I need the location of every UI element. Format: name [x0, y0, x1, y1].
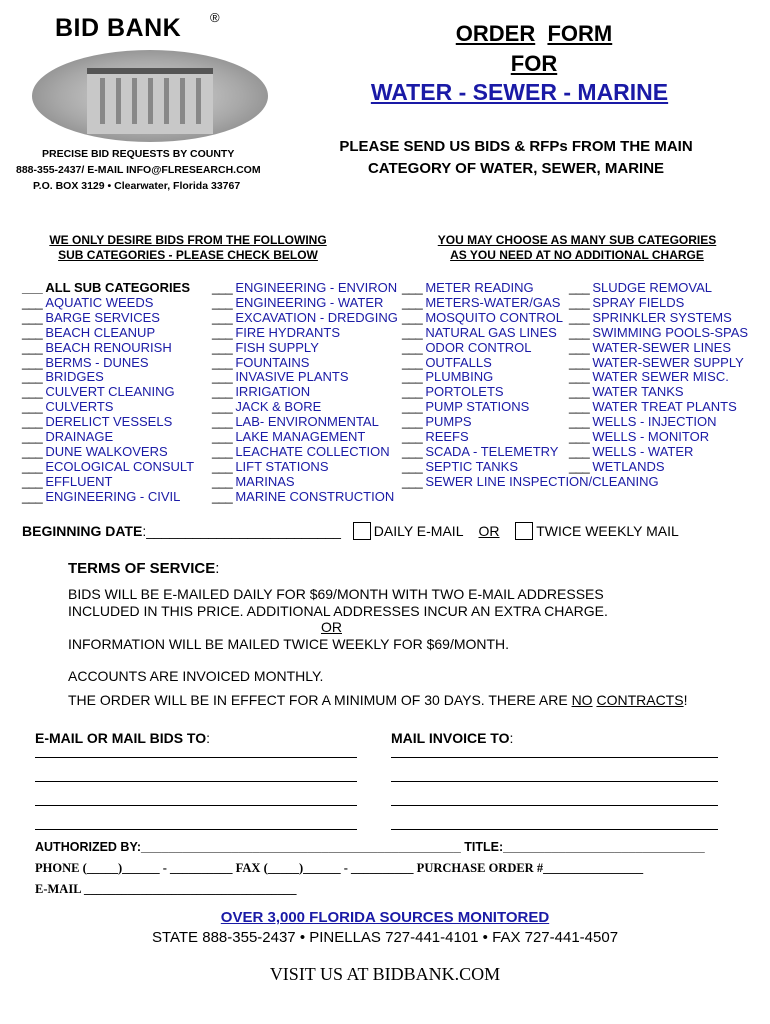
contact-numbers: STATE 888-355-2437 • PINELLAS 727-441-4101 • FAX 727-441-4507 — [151, 929, 619, 946]
daily-email-label: DAILY E-MAIL — [373, 523, 463, 539]
instructions-right-2: AS YOU NEED AT NO ADDITIONAL CHARGE — [450, 248, 704, 262]
category-checkbox-item[interactable]: ___ BARGE SERVICES — [22, 311, 194, 326]
or-label: OR — [478, 523, 500, 539]
phone-fax-po-row[interactable]: PHONE (_____)______ - __________ FAX (_____)______ - __________ PURCHASE ORDER #________________ — [35, 861, 644, 875]
category-checkbox-item[interactable]: ___ BERMS - DUNES — [22, 356, 194, 371]
category-checkbox-item[interactable]: ___ SLUDGE REMOVAL — [569, 281, 748, 296]
form-title — [384, 21, 684, 47]
twice-weekly-checkbox[interactable] — [515, 522, 533, 540]
instructions-right-1: YOU MAY CHOOSE AS MANY SUB CATEGORIES — [437, 233, 717, 247]
category-checkbox-item[interactable]: ___ WELLS - MONITOR — [569, 430, 748, 445]
beginning-date-row — [22, 522, 679, 540]
category-checkbox-item[interactable]: ___ BRIDGES — [22, 370, 194, 385]
category-checkbox-item[interactable]: ___ INVASIVE PLANTS — [212, 370, 398, 385]
brand-logo-text: BID BANK — [55, 14, 182, 42]
instructions-left — [28, 233, 348, 263]
category-checkbox-item[interactable]: ___ METER READING — [402, 281, 659, 296]
mail-invoice-label — [391, 730, 513, 746]
category-checkbox-item[interactable]: ___ WATER-SEWER SUPPLY — [569, 356, 748, 371]
category-checkbox-item[interactable]: ___ MARINE CONSTRUCTION — [212, 490, 398, 505]
category-checkbox-item[interactable]: ___ PUMP STATIONS — [402, 400, 659, 415]
terms-contracts: CONTRACTS — [596, 692, 684, 708]
category-checkbox-item[interactable]: ___ MOSQUITO CONTROL — [402, 311, 659, 326]
category-checkbox-item[interactable]: ___ EFFLUENT — [22, 475, 194, 490]
category-column-1 — [22, 281, 194, 505]
title-form: FORM — [547, 21, 613, 46]
category-checkbox-item[interactable]: ___ MARINAS — [212, 475, 398, 490]
category-checkbox-item[interactable]: ___ AQUATIC WEEDS — [22, 296, 194, 311]
email-bids-colon: : — [206, 730, 211, 746]
category-checkbox-item[interactable]: ___ SPRINKLER SYSTEMS — [569, 311, 748, 326]
tagline-2: 888-355-2437/ E-MAIL INFO@FLRESEARCH.COM — [16, 164, 261, 176]
category-checkbox-item[interactable]: ___ SPRAY FIELDS — [569, 296, 748, 311]
title-order: ORDER — [455, 21, 536, 46]
category-checkbox-item[interactable]: ___ REEFS — [402, 430, 659, 445]
please-text — [296, 136, 736, 180]
terms-no: NO — [571, 692, 593, 708]
please-line-1: PLEASE SEND US BIDS & RFPs FROM THE MAIN — [339, 138, 693, 155]
category-checkbox-item[interactable]: ___ LAB- ENVIRONMENTAL — [212, 415, 398, 430]
category-checkbox-item[interactable]: ___ FIRE HYDRANTS — [212, 326, 398, 341]
terms-line-3: INFORMATION WILL BE MAILED TWICE WEEKLY FOR $69/MONTH. — [68, 635, 510, 652]
category-checkbox-item[interactable]: ___ WATER SEWER MISC. — [569, 370, 748, 385]
category-checkbox-item[interactable]: ___ PORTOLETS — [402, 385, 659, 400]
terms-heading-text: TERMS OF SERVICE — [68, 560, 216, 577]
authorized-by-row[interactable]: AUTHORIZED BY:______________________________________________ TITLE:_____________________________ — [35, 840, 705, 854]
category-checkbox-item[interactable]: ___ FOUNTAINS — [212, 356, 398, 371]
terms-exclaim: ! — [683, 692, 688, 708]
category-checkbox-item[interactable]: ___ NATURAL GAS LINES — [402, 326, 659, 341]
terms-line-1: BIDS WILL BE E-MAILED DAILY FOR $69/MONTH WITH TWO E-MAIL ADDRESSES — [68, 586, 604, 602]
sources-monitored: OVER 3,000 FLORIDA SOURCES MONITORED — [220, 909, 550, 926]
instructions-left-1: WE ONLY DESIRE BIDS FROM THE FOLLOWING — [49, 233, 327, 247]
category-checkbox-item[interactable]: ___ ALL SUB CATEGORIES — [22, 281, 194, 296]
mail-invoice-line-1[interactable] — [391, 757, 718, 758]
terms-heading — [68, 560, 219, 577]
category-checkbox-item[interactable]: ___ DERELICT VESSELS — [22, 415, 194, 430]
terms-body — [68, 586, 608, 652]
mail-invoice-label-text: MAIL INVOICE TO — [391, 730, 510, 746]
category-checkbox-item[interactable]: ___ DRAINAGE — [22, 430, 194, 445]
please-line-2: CATEGORY OF WATER, SEWER, MARINE — [367, 160, 665, 177]
category-checkbox-item[interactable]: ___ ENGINEERING - CIVIL — [22, 490, 194, 505]
email-row[interactable]: E-MAIL __________________________________ — [35, 882, 297, 896]
category-checkbox-item[interactable]: ___ EXCAVATION - DREDGING — [212, 311, 398, 326]
terms-line-4: ACCOUNTS ARE INVOICED MONTHLY. — [68, 668, 324, 684]
category-column-2 — [212, 281, 398, 505]
category-checkbox-item[interactable]: ___ SCADA - TELEMETRY — [402, 445, 659, 460]
terms-line-5-text: THE ORDER WILL BE IN EFFECT FOR A MINIMUM OF 30 DAYS. THERE ARE — [68, 692, 572, 708]
email-bids-line-2[interactable] — [35, 781, 357, 782]
category-checkbox-item[interactable]: ___ LIFT STATIONS — [212, 460, 398, 475]
category-checkbox-item[interactable]: ___ BEACH RENOURISH — [22, 341, 194, 356]
category-checkbox-item[interactable]: ___ ECOLOGICAL CONSULT — [22, 460, 194, 475]
terms-line-2: INCLUDED IN THIS PRICE. ADDITIONAL ADDRESSES INCUR AN EXTRA CHARGE. — [68, 602, 608, 619]
building-seal-image — [32, 50, 268, 142]
category-checkbox-item[interactable]: ___ WETLANDS — [569, 460, 748, 475]
category-checkbox-item[interactable]: ___ SEWER LINE INSPECTION/CLEANING — [402, 475, 659, 490]
category-checkbox-item[interactable]: ___ WATER TREAT PLANTS — [569, 400, 748, 415]
category-checkbox-item[interactable]: ___ WATER TANKS — [569, 385, 748, 400]
category-checkbox-item[interactable]: ___ BEACH CLEANUP — [22, 326, 194, 341]
form-title-for — [384, 51, 684, 77]
category-checkbox-item[interactable]: ___ FISH SUPPLY — [212, 341, 398, 356]
category-checkbox-item[interactable]: ___ ENGINEERING - ENVIRON — [212, 281, 398, 296]
category-checkbox-item[interactable]: ___ LAKE MANAGEMENT — [212, 430, 398, 445]
email-bids-label — [35, 730, 210, 746]
category-checkbox-item[interactable]: ___ PLUMBING — [402, 370, 659, 385]
registered-mark: ® — [210, 10, 220, 25]
category-column-4 — [569, 281, 748, 475]
category-checkbox-item[interactable]: ___ LEACHATE COLLECTION — [212, 445, 398, 460]
category-checkbox-item[interactable]: ___ WELLS - WATER — [569, 445, 748, 460]
category-checkbox-item[interactable]: ___ METERS-WATER/GAS — [402, 296, 659, 311]
category-checkbox-item[interactable]: ___ CULVERT CLEANING — [22, 385, 194, 400]
category-checkbox-item[interactable]: ___ OUTFALLS — [402, 356, 659, 371]
email-bids-line-1[interactable] — [35, 757, 357, 758]
category-checkbox-item[interactable]: ___ SEPTIC TANKS — [402, 460, 659, 475]
terms-colon: : — [215, 560, 220, 577]
category-checkbox-item[interactable]: ___ WELLS - INJECTION — [569, 415, 748, 430]
mail-invoice-line-2[interactable] — [391, 781, 718, 782]
email-bids-label-text: E-MAIL OR MAIL BIDS TO — [35, 730, 207, 746]
terms-line-5 — [68, 692, 687, 708]
email-bids-line-4[interactable] — [35, 829, 357, 830]
mail-invoice-line-4[interactable] — [391, 829, 718, 830]
email-bids-line-3[interactable] — [35, 805, 357, 806]
category-checkbox-item[interactable]: ___ SWIMMING POOLS-SPAS — [569, 326, 748, 341]
tagline-3: P.O. BOX 3129 • Clearwater, Florida 33767 — [33, 180, 241, 192]
category-checkbox-item[interactable]: ___ JACK & BORE — [212, 400, 398, 415]
terms-or: OR — [321, 619, 342, 635]
instructions-right — [418, 233, 736, 263]
category-checkbox-item[interactable]: ___ CULVERTS — [22, 400, 194, 415]
category-checkbox-item[interactable]: ___ IRRIGATION — [212, 385, 398, 400]
daily-email-checkbox[interactable] — [353, 522, 371, 540]
tagline-1: PRECISE BID REQUESTS BY COUNTY — [42, 148, 235, 160]
form-subtitle: WATER - SEWER - MARINE — [370, 79, 669, 105]
mail-invoice-colon: : — [509, 730, 514, 746]
category-checkbox-item[interactable]: ___ ENGINEERING - WATER — [212, 296, 398, 311]
category-checkbox-item[interactable]: ___ ODOR CONTROL — [402, 341, 659, 356]
category-checkbox-item[interactable]: ___ DUNE WALKOVERS — [22, 445, 194, 460]
instructions-left-2: SUB CATEGORIES - PLEASE CHECK BELOW — [58, 248, 318, 262]
title-for: FOR — [510, 51, 558, 76]
beginning-date-field[interactable]: :_________________________ — [142, 523, 341, 539]
category-checkbox-item[interactable]: ___ PUMPS — [402, 415, 659, 430]
twice-weekly-label: TWICE WEEKLY MAIL — [536, 523, 679, 539]
mail-invoice-line-3[interactable] — [391, 805, 718, 806]
visit-website[interactable]: VISIT US AT BIDBANK.COM — [269, 964, 501, 984]
beginning-date-label: BEGINNING DATE — [22, 523, 143, 539]
category-checkbox-item[interactable]: ___ WATER-SEWER LINES — [569, 341, 748, 356]
